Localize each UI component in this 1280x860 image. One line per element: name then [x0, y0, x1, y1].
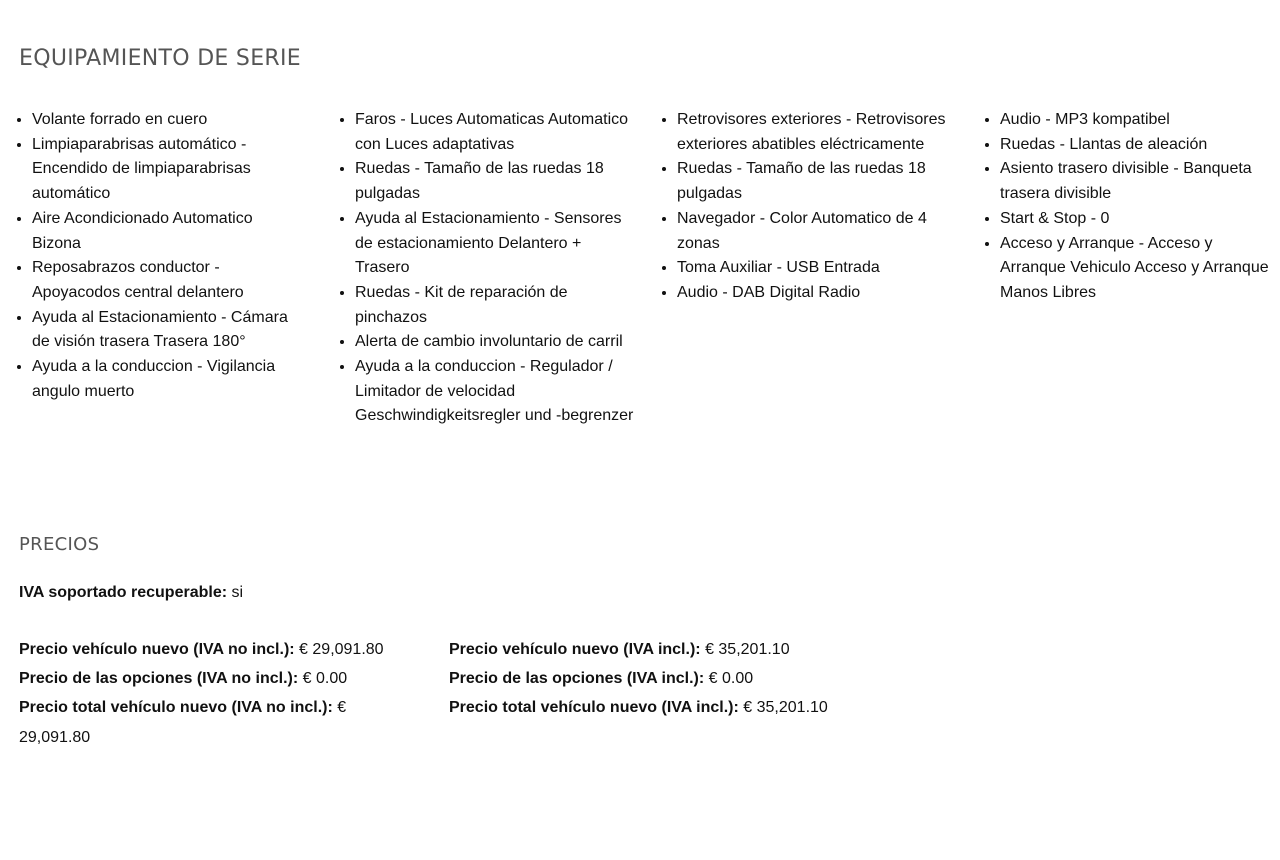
equipment-section-title: EQUIPAMIENTO DE SERIE	[19, 46, 301, 71]
equipment-item: • Asiento trasero divisible - Banqueta trasera divisible	[1000, 157, 1270, 206]
equipment-column-4	[984, 108, 1270, 306]
equipment-column-1	[16, 108, 300, 404]
equipment-item: • Start & Stop - 0	[1000, 207, 1270, 232]
price-label: Precio de las opciones (IVA incl.):	[449, 670, 705, 688]
equipment-item: • Faros - Luces Automaticas Automatico con Luces adaptativas	[355, 108, 635, 157]
equipment-column-2	[339, 108, 635, 429]
equipment-item: • Retrovisores exteriores - Retrovisores exteriores abatibles eléctricamente	[677, 108, 965, 157]
price-total-incl-vat	[449, 693, 869, 722]
iva-recoverable-label: IVA soportado recuperable:	[19, 584, 228, 601]
price-label: Precio total vehículo nuevo (IVA no incl.):	[19, 699, 333, 717]
equipment-item: • Ayuda al Estacionamiento - Cámara de visión trasera Trasera 180°	[32, 306, 300, 355]
equipment-item: • Alerta de cambio involuntario de carril	[355, 330, 635, 355]
price-new-vehicle-excl-vat	[19, 635, 409, 664]
equipment-item: • Ruedas - Tamaño de las ruedas 18 pulgadas	[355, 157, 635, 206]
price-value: € 0.00	[708, 670, 754, 688]
equipment-item: • Audio - MP3 kompatibel	[1000, 108, 1270, 133]
equipment-item: • Reposabrazos conductor - Apoyacodos central delantero	[32, 256, 300, 305]
price-total-excl-vat	[19, 693, 409, 751]
price-label: Precio vehículo nuevo (IVA incl.):	[449, 641, 701, 658]
iva-recoverable-value: si	[231, 584, 244, 601]
equipment-item: • Volante forrado en cuero	[32, 108, 300, 133]
price-value: € 0.00	[302, 670, 348, 688]
price-label: Precio vehículo nuevo (IVA no incl.):	[19, 641, 295, 658]
price-value: € 29,091.80	[299, 641, 384, 658]
equipment-item: • Ruedas - Kit de reparación de pinchazos	[355, 281, 635, 330]
prices-section-title: PRECIOS	[19, 534, 100, 555]
price-options-incl-vat	[449, 664, 869, 693]
equipment-item: • Ruedas - Tamaño de las ruedas 18 pulgadas	[677, 157, 965, 206]
prices-incl-vat-column	[449, 635, 869, 723]
equipment-item: • Ayuda a la conduccion - Regulador / Limitador de velocidad Geschwindigkeitsregler und -begrenzer	[355, 355, 635, 429]
equipment-item: • Audio - DAB Digital Radio	[677, 281, 965, 306]
price-value: € 29,091.80	[19, 699, 347, 746]
equipment-item: • Ayuda a la conduccion - Vigilancia angulo muerto	[32, 355, 300, 404]
price-new-vehicle-incl-vat	[449, 635, 869, 664]
price-value: € 35,201.10	[705, 641, 790, 658]
price-value: € 35,201.10	[743, 699, 828, 717]
price-label: Precio de las opciones (IVA no incl.):	[19, 670, 299, 688]
equipment-item: • Aire Acondicionado Automatico Bizona	[32, 207, 300, 256]
equipment-item: • Limpiaparabrisas automático - Encendido de limpiaparabrisas automático	[32, 133, 300, 207]
equipment-item: • Ayuda al Estacionamiento - Sensores de estacionamiento Delantero + Trasero	[355, 207, 635, 281]
equipment-column-3	[661, 108, 965, 306]
equipment-item: • Ruedas - Llantas de aleación	[1000, 133, 1270, 158]
prices-excl-vat-column	[19, 635, 409, 752]
price-label: Precio total vehículo nuevo (IVA incl.):	[449, 699, 739, 717]
equipment-item: • Toma Auxiliar - USB Entrada	[677, 256, 965, 281]
equipment-item: • Acceso y Arranque - Acceso y Arranque Vehiculo Acceso y Arranque Manos Libres	[1000, 232, 1270, 306]
iva-recoverable-line	[19, 582, 243, 604]
equipment-item: • Navegador - Color Automatico de 4 zonas	[677, 207, 965, 256]
price-options-excl-vat	[19, 664, 409, 693]
